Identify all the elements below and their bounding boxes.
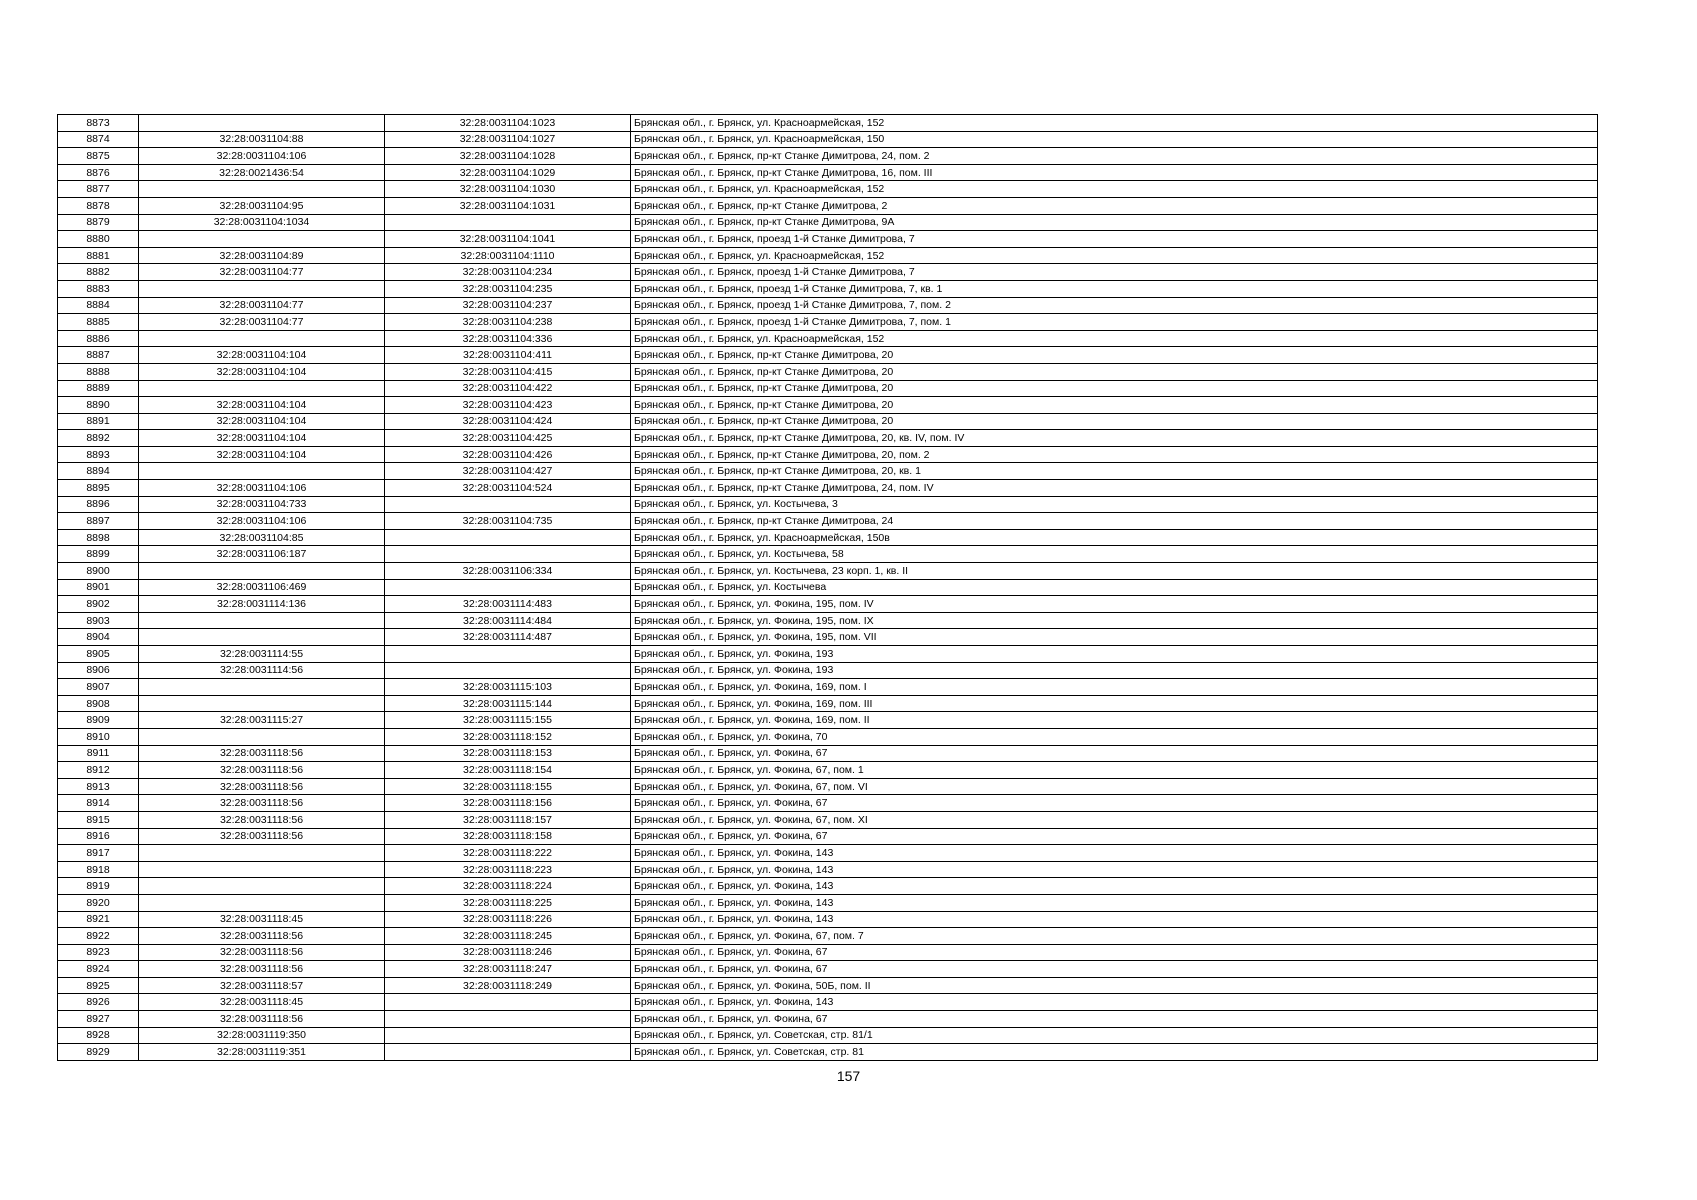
table-row	[58, 961, 1598, 978]
row-number-cell: 8879	[58, 214, 139, 231]
address-cell: Брянская обл., г. Брянск, пр-кт Станке Димитрова, 20	[631, 363, 1598, 380]
table-row	[58, 994, 1598, 1011]
parcel-cadastral-number-cell: 32:28:0031104:89	[139, 247, 385, 264]
row-number-cell: 8874	[58, 131, 139, 148]
object-cadastral-number-cell: 32:28:0031104:237	[385, 297, 631, 314]
table-row	[58, 795, 1598, 812]
address-cell: Брянская обл., г. Брянск, ул. Фокина, 195, пом. IV	[631, 596, 1598, 613]
parcel-cadastral-number-cell	[139, 181, 385, 198]
parcel-cadastral-number-cell: 32:28:0031106:187	[139, 546, 385, 563]
object-cadastral-number-cell	[385, 646, 631, 663]
parcel-cadastral-number-cell: 32:28:0031119:350	[139, 1027, 385, 1044]
parcel-cadastral-number-cell: 32:28:0031115:27	[139, 712, 385, 729]
row-number-cell: 8882	[58, 264, 139, 281]
table-row	[58, 778, 1598, 795]
table-row	[58, 148, 1598, 165]
address-cell: Брянская обл., г. Брянск, ул. Фокина, 67	[631, 745, 1598, 762]
parcel-cadastral-number-cell	[139, 115, 385, 132]
object-cadastral-number-cell: 32:28:0031118:225	[385, 894, 631, 911]
address-cell: Брянская обл., г. Брянск, ул. Фокина, 193	[631, 646, 1598, 663]
row-number-cell: 8885	[58, 314, 139, 331]
row-number-cell: 8911	[58, 745, 139, 762]
parcel-cadastral-number-cell: 32:28:0031118:56	[139, 795, 385, 812]
row-number-cell: 8912	[58, 762, 139, 779]
row-number-cell: 8895	[58, 480, 139, 497]
parcel-cadastral-number-cell: 32:28:0031104:104	[139, 397, 385, 414]
table-row	[58, 662, 1598, 679]
row-number-cell: 8900	[58, 563, 139, 580]
row-number-cell: 8903	[58, 612, 139, 629]
parcel-cadastral-number-cell	[139, 380, 385, 397]
row-number-cell: 8897	[58, 513, 139, 530]
address-cell: Брянская обл., г. Брянск, ул. Красноармейская, 152	[631, 330, 1598, 347]
row-number-cell: 8928	[58, 1027, 139, 1044]
object-cadastral-number-cell: 32:28:0031114:483	[385, 596, 631, 613]
object-cadastral-number-cell: 32:28:0031106:334	[385, 563, 631, 580]
address-cell: Брянская обл., г. Брянск, пр-кт Станке Димитрова, 2	[631, 197, 1598, 214]
row-number-cell: 8929	[58, 1044, 139, 1061]
object-cadastral-number-cell: 32:28:0031104:411	[385, 347, 631, 364]
table-row	[58, 181, 1598, 198]
parcel-cadastral-number-cell: 32:28:0031118:45	[139, 911, 385, 928]
parcel-cadastral-number-cell: 32:28:0031104:104	[139, 446, 385, 463]
table-row	[58, 164, 1598, 181]
table-row	[58, 928, 1598, 945]
object-cadastral-number-cell: 32:28:0031104:423	[385, 397, 631, 414]
row-number-cell: 8906	[58, 662, 139, 679]
address-cell: Брянская обл., г. Брянск, ул. Фокина, 67, пом. 1	[631, 762, 1598, 779]
object-cadastral-number-cell: 32:28:0031118:154	[385, 762, 631, 779]
object-cadastral-number-cell: 32:28:0031115:144	[385, 695, 631, 712]
object-cadastral-number-cell: 32:28:0031118:152	[385, 728, 631, 745]
table-row	[58, 264, 1598, 281]
parcel-cadastral-number-cell	[139, 563, 385, 580]
cadastral-register-table	[57, 114, 1598, 1061]
parcel-cadastral-number-cell: 32:28:0031114:136	[139, 596, 385, 613]
address-cell: Брянская обл., г. Брянск, ул. Фокина, 169, пом. III	[631, 695, 1598, 712]
table-row	[58, 430, 1598, 447]
parcel-cadastral-number-cell	[139, 679, 385, 696]
table-row	[58, 197, 1598, 214]
row-number-cell: 8888	[58, 363, 139, 380]
address-cell: Брянская обл., г. Брянск, ул. Фокина, 195, пом. IX	[631, 612, 1598, 629]
row-number-cell: 8909	[58, 712, 139, 729]
object-cadastral-number-cell	[385, 579, 631, 596]
object-cadastral-number-cell: 32:28:0031118:156	[385, 795, 631, 812]
row-number-cell: 8873	[58, 115, 139, 132]
address-cell: Брянская обл., г. Брянск, пр-кт Станке Димитрова, 20	[631, 397, 1598, 414]
object-cadastral-number-cell: 32:28:0031104:1030	[385, 181, 631, 198]
parcel-cadastral-number-cell: 32:28:0021436:54	[139, 164, 385, 181]
table-row	[58, 131, 1598, 148]
table-row	[58, 231, 1598, 248]
table-row	[58, 845, 1598, 862]
address-cell: Брянская обл., г. Брянск, ул. Фокина, 67, пом. 7	[631, 928, 1598, 945]
object-cadastral-number-cell: 32:28:0031104:1110	[385, 247, 631, 264]
parcel-cadastral-number-cell	[139, 463, 385, 480]
object-cadastral-number-cell: 32:28:0031104:424	[385, 413, 631, 430]
address-cell: Брянская обл., г. Брянск, ул. Советская, стр. 81/1	[631, 1027, 1598, 1044]
row-number-cell: 8907	[58, 679, 139, 696]
object-cadastral-number-cell: 32:28:0031104:1027	[385, 131, 631, 148]
address-cell: Брянская обл., г. Брянск, проезд 1-й Станке Димитрова, 7, пом. 2	[631, 297, 1598, 314]
address-cell: Брянская обл., г. Брянск, ул. Костычева, 58	[631, 546, 1598, 563]
table-row	[58, 728, 1598, 745]
row-number-cell: 8901	[58, 579, 139, 596]
table-row	[58, 596, 1598, 613]
table-row	[58, 944, 1598, 961]
register-table-body	[58, 115, 1598, 1061]
parcel-cadastral-number-cell: 32:28:0031118:56	[139, 811, 385, 828]
address-cell: Брянская обл., г. Брянск, ул. Фокина, 67, пом. XI	[631, 811, 1598, 828]
parcel-cadastral-number-cell: 32:28:0031118:57	[139, 977, 385, 994]
table-row	[58, 695, 1598, 712]
table-row	[58, 629, 1598, 646]
object-cadastral-number-cell: 32:28:0031104:1031	[385, 197, 631, 214]
address-cell: Брянская обл., г. Брянск, пр-кт Станке Димитрова, 16, пом. III	[631, 164, 1598, 181]
table-row	[58, 363, 1598, 380]
object-cadastral-number-cell: 32:28:0031114:487	[385, 629, 631, 646]
address-cell: Брянская обл., г. Брянск, пр-кт Станке Димитрова, 24, пом. IV	[631, 480, 1598, 497]
table-row	[58, 314, 1598, 331]
parcel-cadastral-number-cell	[139, 728, 385, 745]
object-cadastral-number-cell	[385, 1027, 631, 1044]
parcel-cadastral-number-cell: 32:28:0031104:1034	[139, 214, 385, 231]
address-cell: Брянская обл., г. Брянск, проезд 1-й Станке Димитрова, 7, пом. 1	[631, 314, 1598, 331]
table-row	[58, 347, 1598, 364]
object-cadastral-number-cell: 32:28:0031104:1029	[385, 164, 631, 181]
parcel-cadastral-number-cell: 32:28:0031118:56	[139, 778, 385, 795]
object-cadastral-number-cell: 32:28:0031118:224	[385, 878, 631, 895]
address-cell: Брянская обл., г. Брянск, ул. Фокина, 67	[631, 1011, 1598, 1028]
table-row	[58, 646, 1598, 663]
parcel-cadastral-number-cell: 32:28:0031114:56	[139, 662, 385, 679]
parcel-cadastral-number-cell: 32:28:0031104:106	[139, 148, 385, 165]
object-cadastral-number-cell: 32:28:0031118:158	[385, 828, 631, 845]
object-cadastral-number-cell: 32:28:0031104:427	[385, 463, 631, 480]
object-cadastral-number-cell: 32:28:0031104:415	[385, 363, 631, 380]
address-cell: Брянская обл., г. Брянск, пр-кт Станке Димитрова, 24, пом. 2	[631, 148, 1598, 165]
object-cadastral-number-cell	[385, 662, 631, 679]
address-cell: Брянская обл., г. Брянск, пр-кт Станке Димитрова, 20, кв. IV, пом. IV	[631, 430, 1598, 447]
object-cadastral-number-cell: 32:28:0031104:425	[385, 430, 631, 447]
row-number-cell: 8919	[58, 878, 139, 895]
parcel-cadastral-number-cell: 32:28:0031104:106	[139, 513, 385, 530]
parcel-cadastral-number-cell	[139, 894, 385, 911]
row-number-cell: 8877	[58, 181, 139, 198]
object-cadastral-number-cell: 32:28:0031104:238	[385, 314, 631, 331]
address-cell: Брянская обл., г. Брянск, пр-кт Станке Димитрова, 20	[631, 347, 1598, 364]
table-row	[58, 811, 1598, 828]
row-number-cell: 8927	[58, 1011, 139, 1028]
parcel-cadastral-number-cell	[139, 231, 385, 248]
row-number-cell: 8916	[58, 828, 139, 845]
parcel-cadastral-number-cell: 32:28:0031119:351	[139, 1044, 385, 1061]
row-number-cell: 8921	[58, 911, 139, 928]
address-cell: Брянская обл., г. Брянск, ул. Фокина, 67	[631, 944, 1598, 961]
parcel-cadastral-number-cell: 32:28:0031104:77	[139, 314, 385, 331]
object-cadastral-number-cell: 32:28:0031118:155	[385, 778, 631, 795]
table-row	[58, 330, 1598, 347]
table-row	[58, 480, 1598, 497]
table-row	[58, 214, 1598, 231]
object-cadastral-number-cell: 32:28:0031118:153	[385, 745, 631, 762]
address-cell: Брянская обл., г. Брянск, ул. Красноармейская, 152	[631, 115, 1598, 132]
table-row	[58, 513, 1598, 530]
table-row	[58, 762, 1598, 779]
parcel-cadastral-number-cell	[139, 330, 385, 347]
row-number-cell: 8875	[58, 148, 139, 165]
table-row	[58, 861, 1598, 878]
address-cell: Брянская обл., г. Брянск, ул. Костычева, 3	[631, 496, 1598, 513]
row-number-cell: 8894	[58, 463, 139, 480]
table-row	[58, 247, 1598, 264]
object-cadastral-number-cell: 32:28:0031118:226	[385, 911, 631, 928]
table-row	[58, 397, 1598, 414]
row-number-cell: 8881	[58, 247, 139, 264]
object-cadastral-number-cell: 32:28:0031115:155	[385, 712, 631, 729]
parcel-cadastral-number-cell: 32:28:0031118:56	[139, 828, 385, 845]
address-cell: Брянская обл., г. Брянск, пр-кт Станке Димитрова, 20, пом. 2	[631, 446, 1598, 463]
parcel-cadastral-number-cell: 32:28:0031118:45	[139, 994, 385, 1011]
address-cell: Брянская обл., г. Брянск, ул. Фокина, 67, пом. VI	[631, 778, 1598, 795]
parcel-cadastral-number-cell: 32:28:0031118:56	[139, 944, 385, 961]
address-cell: Брянская обл., г. Брянск, проезд 1-й Станке Димитрова, 7, кв. 1	[631, 280, 1598, 297]
address-cell: Брянская обл., г. Брянск, ул. Фокина, 67	[631, 828, 1598, 845]
address-cell: Брянская обл., г. Брянск, ул. Фокина, 67	[631, 961, 1598, 978]
table-row	[58, 1011, 1598, 1028]
object-cadastral-number-cell: 32:28:0031104:234	[385, 264, 631, 281]
object-cadastral-number-cell: 32:28:0031118:223	[385, 861, 631, 878]
row-number-cell: 8893	[58, 446, 139, 463]
table-row	[58, 679, 1598, 696]
address-cell: Брянская обл., г. Брянск, ул. Красноармейская, 150в	[631, 529, 1598, 546]
table-row	[58, 380, 1598, 397]
table-row	[58, 115, 1598, 132]
row-number-cell: 8883	[58, 280, 139, 297]
parcel-cadastral-number-cell: 32:28:0031104:104	[139, 413, 385, 430]
table-row	[58, 745, 1598, 762]
row-number-cell: 8914	[58, 795, 139, 812]
row-number-cell: 8886	[58, 330, 139, 347]
row-number-cell: 8917	[58, 845, 139, 862]
row-number-cell: 8924	[58, 961, 139, 978]
object-cadastral-number-cell: 32:28:0031104:1023	[385, 115, 631, 132]
parcel-cadastral-number-cell: 32:28:0031118:56	[139, 928, 385, 945]
address-cell: Брянская обл., г. Брянск, ул. Фокина, 67	[631, 795, 1598, 812]
table-row	[58, 1044, 1598, 1061]
parcel-cadastral-number-cell	[139, 629, 385, 646]
row-number-cell: 8915	[58, 811, 139, 828]
object-cadastral-number-cell: 32:28:0031118:249	[385, 977, 631, 994]
row-number-cell: 8904	[58, 629, 139, 646]
parcel-cadastral-number-cell: 32:28:0031118:56	[139, 762, 385, 779]
table-row	[58, 612, 1598, 629]
parcel-cadastral-number-cell: 32:28:0031118:56	[139, 961, 385, 978]
address-cell: Брянская обл., г. Брянск, ул. Фокина, 143	[631, 878, 1598, 895]
address-cell: Брянская обл., г. Брянск, ул. Костычева	[631, 579, 1598, 596]
row-number-cell: 8890	[58, 397, 139, 414]
object-cadastral-number-cell: 32:28:0031118:222	[385, 845, 631, 862]
row-number-cell: 8878	[58, 197, 139, 214]
table-row	[58, 1027, 1598, 1044]
row-number-cell: 8876	[58, 164, 139, 181]
address-cell: Брянская обл., г. Брянск, ул. Фокина, 143	[631, 994, 1598, 1011]
object-cadastral-number-cell	[385, 496, 631, 513]
row-number-cell: 8891	[58, 413, 139, 430]
address-cell: Брянская обл., г. Брянск, ул. Фокина, 195, пом. VII	[631, 629, 1598, 646]
address-cell: Брянская обл., г. Брянск, ул. Красноармейская, 150	[631, 131, 1598, 148]
parcel-cadastral-number-cell: 32:28:0031104:88	[139, 131, 385, 148]
object-cadastral-number-cell: 32:28:0031104:1041	[385, 231, 631, 248]
object-cadastral-number-cell: 32:28:0031104:422	[385, 380, 631, 397]
table-row	[58, 894, 1598, 911]
object-cadastral-number-cell: 32:28:0031104:1028	[385, 148, 631, 165]
address-cell: Брянская обл., г. Брянск, ул. Красноармейская, 152	[631, 247, 1598, 264]
parcel-cadastral-number-cell	[139, 612, 385, 629]
address-cell: Брянская обл., г. Брянск, ул. Костычева, 23 корп. 1, кв. II	[631, 563, 1598, 580]
address-cell: Брянская обл., г. Брянск, ул. Фокина, 143	[631, 894, 1598, 911]
object-cadastral-number-cell: 32:28:0031104:426	[385, 446, 631, 463]
table-row	[58, 446, 1598, 463]
parcel-cadastral-number-cell	[139, 861, 385, 878]
parcel-cadastral-number-cell: 32:28:0031104:85	[139, 529, 385, 546]
parcel-cadastral-number-cell: 32:28:0031104:733	[139, 496, 385, 513]
parcel-cadastral-number-cell: 32:28:0031118:56	[139, 1011, 385, 1028]
address-cell: Брянская обл., г. Брянск, пр-кт Станке Димитрова, 9А	[631, 214, 1598, 231]
row-number-cell: 8884	[58, 297, 139, 314]
parcel-cadastral-number-cell	[139, 878, 385, 895]
object-cadastral-number-cell	[385, 214, 631, 231]
object-cadastral-number-cell	[385, 1044, 631, 1061]
parcel-cadastral-number-cell	[139, 695, 385, 712]
row-number-cell: 8896	[58, 496, 139, 513]
parcel-cadastral-number-cell: 32:28:0031104:77	[139, 297, 385, 314]
address-cell: Брянская обл., г. Брянск, ул. Фокина, 169, пом. I	[631, 679, 1598, 696]
table-row	[58, 712, 1598, 729]
object-cadastral-number-cell	[385, 1011, 631, 1028]
row-number-cell: 8920	[58, 894, 139, 911]
object-cadastral-number-cell: 32:28:0031104:336	[385, 330, 631, 347]
table-row	[58, 496, 1598, 513]
object-cadastral-number-cell	[385, 994, 631, 1011]
parcel-cadastral-number-cell: 32:28:0031104:95	[139, 197, 385, 214]
row-number-cell: 8902	[58, 596, 139, 613]
address-cell: Брянская обл., г. Брянск, пр-кт Станке Димитрова, 24	[631, 513, 1598, 530]
row-number-cell: 8889	[58, 380, 139, 397]
object-cadastral-number-cell: 32:28:0031118:157	[385, 811, 631, 828]
row-number-cell: 8887	[58, 347, 139, 364]
object-cadastral-number-cell: 32:28:0031118:245	[385, 928, 631, 945]
row-number-cell: 8898	[58, 529, 139, 546]
object-cadastral-number-cell: 32:28:0031118:247	[385, 961, 631, 978]
address-cell: Брянская обл., г. Брянск, ул. Фокина, 143	[631, 911, 1598, 928]
object-cadastral-number-cell: 32:28:0031104:735	[385, 513, 631, 530]
table-row	[58, 280, 1598, 297]
parcel-cadastral-number-cell: 32:28:0031118:56	[139, 745, 385, 762]
object-cadastral-number-cell	[385, 529, 631, 546]
address-cell: Брянская обл., г. Брянск, ул. Фокина, 193	[631, 662, 1598, 679]
row-number-cell: 8892	[58, 430, 139, 447]
row-number-cell: 8926	[58, 994, 139, 1011]
address-cell: Брянская обл., г. Брянск, ул. Фокина, 70	[631, 728, 1598, 745]
table-row	[58, 828, 1598, 845]
parcel-cadastral-number-cell: 32:28:0031104:106	[139, 480, 385, 497]
address-cell: Брянская обл., г. Брянск, пр-кт Станке Димитрова, 20	[631, 413, 1598, 430]
address-cell: Брянская обл., г. Брянск, ул. Фокина, 50Б, пом. II	[631, 977, 1598, 994]
parcel-cadastral-number-cell	[139, 845, 385, 862]
row-number-cell: 8922	[58, 928, 139, 945]
row-number-cell: 8908	[58, 695, 139, 712]
parcel-cadastral-number-cell: 32:28:0031104:104	[139, 363, 385, 380]
address-cell: Брянская обл., г. Брянск, ул. Фокина, 143	[631, 845, 1598, 862]
table-row	[58, 529, 1598, 546]
row-number-cell: 8910	[58, 728, 139, 745]
row-number-cell: 8880	[58, 231, 139, 248]
table-row	[58, 297, 1598, 314]
row-number-cell: 8899	[58, 546, 139, 563]
table-row	[58, 413, 1598, 430]
parcel-cadastral-number-cell: 32:28:0031104:104	[139, 430, 385, 447]
row-number-cell: 8918	[58, 861, 139, 878]
address-cell: Брянская обл., г. Брянск, проезд 1-й Станке Димитрова, 7	[631, 231, 1598, 248]
row-number-cell: 8923	[58, 944, 139, 961]
object-cadastral-number-cell: 32:28:0031114:484	[385, 612, 631, 629]
address-cell: Брянская обл., г. Брянск, пр-кт Станке Димитрова, 20, кв. 1	[631, 463, 1598, 480]
table-row	[58, 579, 1598, 596]
parcel-cadastral-number-cell: 32:28:0031104:77	[139, 264, 385, 281]
address-cell: Брянская обл., г. Брянск, ул. Красноармейская, 152	[631, 181, 1598, 198]
parcel-cadastral-number-cell: 32:28:0031106:469	[139, 579, 385, 596]
table-row	[58, 563, 1598, 580]
table-row	[58, 911, 1598, 928]
object-cadastral-number-cell	[385, 546, 631, 563]
row-number-cell: 8913	[58, 778, 139, 795]
parcel-cadastral-number-cell	[139, 280, 385, 297]
parcel-cadastral-number-cell: 32:28:0031104:104	[139, 347, 385, 364]
object-cadastral-number-cell: 32:28:0031115:103	[385, 679, 631, 696]
table-row	[58, 463, 1598, 480]
table-row	[58, 977, 1598, 994]
parcel-cadastral-number-cell: 32:28:0031114:55	[139, 646, 385, 663]
address-cell: Брянская обл., г. Брянск, ул. Фокина, 143	[631, 861, 1598, 878]
address-cell: Брянская обл., г. Брянск, ул. Фокина, 169, пом. II	[631, 712, 1598, 729]
address-cell: Брянская обл., г. Брянск, ул. Советская, стр. 81	[631, 1044, 1598, 1061]
page-number: 157	[836, 1068, 861, 1084]
object-cadastral-number-cell: 32:28:0031104:524	[385, 480, 631, 497]
object-cadastral-number-cell: 32:28:0031118:246	[385, 944, 631, 961]
table-row	[58, 546, 1598, 563]
row-number-cell: 8925	[58, 977, 139, 994]
address-cell: Брянская обл., г. Брянск, пр-кт Станке Димитрова, 20	[631, 380, 1598, 397]
row-number-cell: 8905	[58, 646, 139, 663]
table-row	[58, 878, 1598, 895]
object-cadastral-number-cell: 32:28:0031104:235	[385, 280, 631, 297]
address-cell: Брянская обл., г. Брянск, проезд 1-й Станке Димитрова, 7	[631, 264, 1598, 281]
